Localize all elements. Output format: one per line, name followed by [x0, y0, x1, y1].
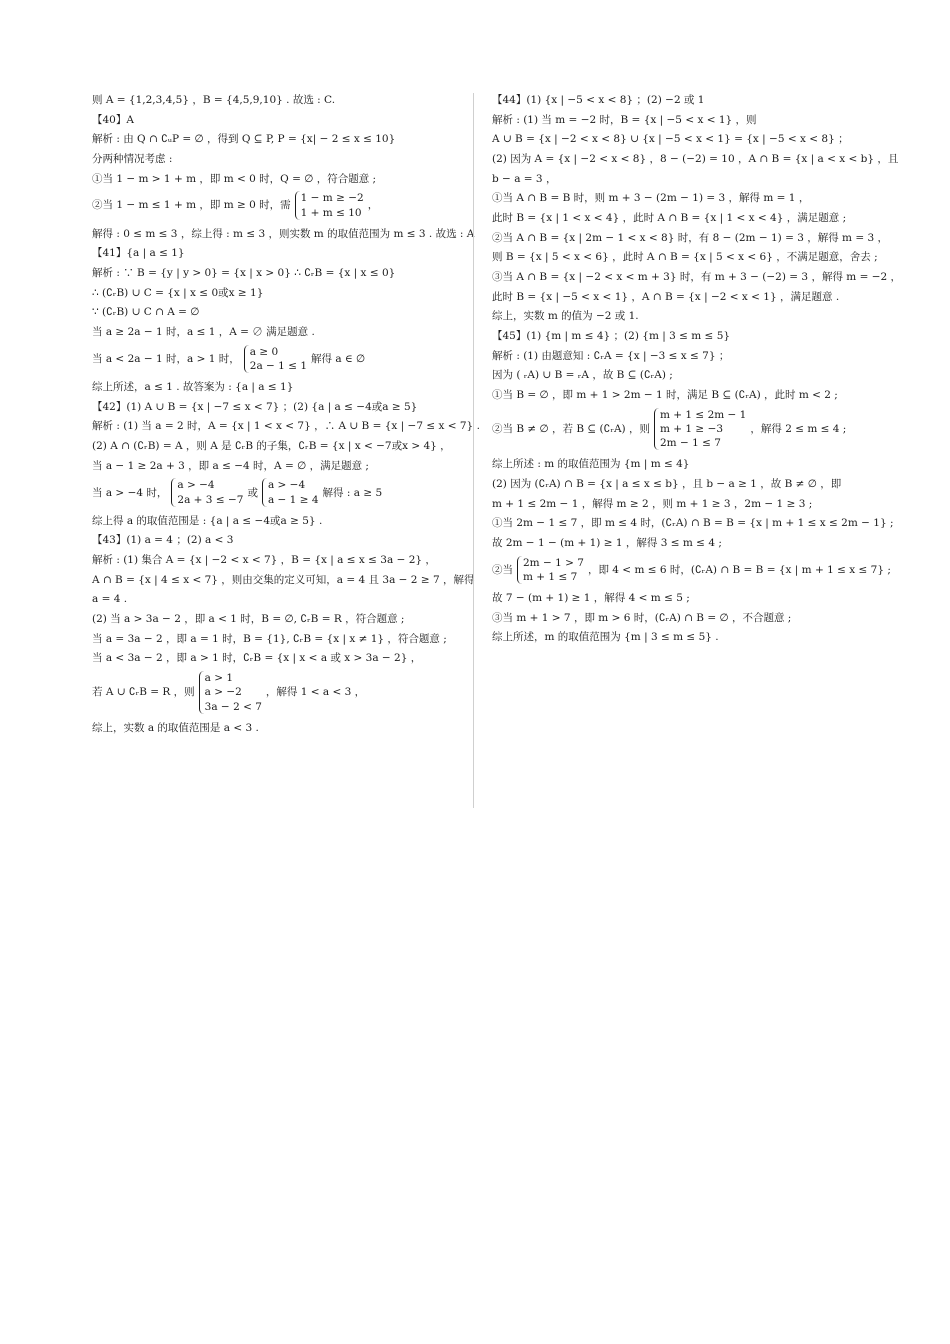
- text-line: 解析 : (1) 由题意知 : ∁ᵣA = {x | −3 ≤ x ≤ 7} ；: [492, 349, 730, 362]
- text-line: 综上，实数 a 的取值范围是 a < 3 .: [92, 721, 259, 734]
- text-line: ①当 2m − 1 ≤ 7 ，即 m ≤ 4 时，(∁ᵣA) ∩ B = B = {x | m + 1 ≤ x ≤ 2m − 1} ;: [492, 517, 894, 530]
- text-line: 当 a = 3a − 2 ，即 a = 1 时，B = {1}, ∁ᵣB = {x | x ≠ 1} ，符合题意 ;: [92, 632, 447, 645]
- text-line: ∵ (∁ᵣB) ∪ C ∩ A = ∅: [92, 306, 200, 319]
- text-line: 综上，实数 m 的值为 −2 或 1.: [492, 310, 639, 323]
- text-line: ①当 A ∩ B = B 时，则 m + 3 − (2m − 1) = 3 ，解得 m = 1 ，: [492, 192, 810, 205]
- system-row: a ≥ 0: [249, 345, 279, 358]
- text-line: (2) 当 a > 3a − 2 ，即 a < 1 时，B = ∅, ∁ᵣB = R ，符合题意 ;: [92, 613, 405, 626]
- system-row: 2a + 3 ≤ −7: [177, 493, 244, 506]
- equation-suffix: 解得 a ∈ ∅: [311, 352, 366, 365]
- text-line: 解析 : ∵ B = {y | y > 0} = {x | x > 0} ∴ ∁ᵣB = {x | x ≤ 0}: [92, 267, 396, 280]
- text-line: 故 7 − (m + 1) ≥ 1 ，解得 4 < m ≤ 5 ;: [492, 591, 690, 604]
- text-line: 则 A = {1,2,3,4,5} ，B = {4,5,9,10} . 故选 : C.: [92, 94, 336, 106]
- text-line: ②当 A ∩ B = {x | 2m − 1 < x < 8} 时，有 8 − (2m − 1) = 3 ，解得 m = 3 ，: [492, 231, 889, 244]
- text-line: 解得 : 0 ≤ m ≤ 3 ，综上得 : m ≤ 3 ，则实数 m 的取值范围为 m ≤ 3 . 故选 : A: [92, 227, 475, 240]
- answer-heading: 【43】(1) a = 4 ；(2) a < 3: [92, 534, 234, 547]
- system-row: 2m − 1 > 7: [523, 556, 584, 569]
- text-line: 解析 : (1) 当 m = −2 时，B = {x | −5 < x < 1} ，则: [492, 113, 757, 126]
- equation-line: [92, 191, 460, 219]
- text-line: 此时 B = {x | 1 < x < 4} ，此时 A ∩ B = {x | 1 < x < 4} ，满足题意 ;: [492, 212, 847, 225]
- equation-line: [92, 345, 460, 373]
- brace-system: [199, 671, 262, 714]
- text-line: ∴ (∁ᵣB) ∪ C = {x | x ≤ 0或x ≥ 1}: [92, 286, 264, 299]
- brace-system: [517, 556, 584, 584]
- equation-suffix: 解得 : a ≥ 5: [322, 486, 383, 499]
- equation-suffix: ，即 4 < m ≤ 6 时，(∁ᵣA) ∩ B = B = {x | m + 1 ≤ x ≤ 7} ;: [587, 563, 891, 576]
- text-line: (2) 因为 (∁ᵣA) ∩ B = {x | a ≤ x ≤ b} ，且 b − a ≥ 1 ，故 B ≠ ∅ ，即: [492, 477, 842, 490]
- text-line: 当 a ≥ 2a − 1 时，a ≤ 1 ，A = ∅ 满足题意 .: [92, 326, 315, 339]
- answer-heading: 【42】(1) A ∪ B = {x | −7 ≤ x < 7} ；(2) {a | a ≤ −4或a ≥ 5}: [92, 400, 418, 413]
- text-line: m + 1 ≤ 2m − 1 ，解得 m ≥ 2 ，则 m + 1 ≥ 3 ，2m − 1 ≥ 3 ;: [492, 497, 813, 510]
- answer-heading: 【45】(1) {m | m ≤ 4} ；(2) {m | 3 ≤ m ≤ 5}: [492, 330, 731, 343]
- brace-system: [295, 191, 364, 219]
- equation-prefix: ②当 B ≠ ∅ ，若 B ⊆ (∁ᵣA) ，则: [492, 422, 650, 435]
- text-line: 则 B = {x | 5 < x < 6} ，此时 A ∩ B = {x | 5 < x < 6} ，不满足题意，舍去 ;: [492, 251, 878, 264]
- brace-system: [262, 478, 319, 506]
- brace-system: [244, 345, 307, 373]
- system-row: a > −4: [177, 479, 215, 492]
- text-line: 此时 B = {x | −5 < x < 1} ，A ∩ B = {x | −2 < x < 1} ，满足题意 .: [492, 290, 840, 303]
- equation-prefix: ②当 1 − m ≤ 1 + m ，即 m ≥ 0 时，需: [92, 199, 291, 212]
- system-row: m + 1 ≤ 2m − 1: [659, 408, 747, 421]
- system-row: 2a − 1 ≤ 1: [249, 359, 308, 372]
- system-row: 3a − 2 < 7: [204, 700, 262, 713]
- answer-heading: 【44】(1) {x | −5 < x < 8} ；(2) −2 或 1: [492, 94, 705, 106]
- left-column: [92, 93, 480, 740]
- equation-suffix: ，: [367, 199, 379, 212]
- text-line: (2) A ∩ (∁ᵣB) = A ，则 A 是 ∁ᵣB 的子集，∁ᵣB = {x | x < −7或x > 4} ，: [92, 440, 451, 453]
- system-row: a − 1 ≥ 4: [267, 493, 319, 506]
- text-line: 当 a − 1 ≥ 2a + 3 ，即 a ≤ −4 时，A = ∅ ，满足题意 ;: [92, 459, 369, 472]
- answer-heading: 【40】A: [92, 113, 134, 126]
- system-row: a > −2: [204, 686, 242, 699]
- text-line: 故 2m − 1 − (m + 1) ≥ 1 ，解得 3 ≤ m ≤ 4 ;: [492, 536, 722, 549]
- text-line: ③当 m + 1 > 7 ，即 m > 6 时，(∁ᵣA) ∩ B = ∅ ，不合题意 ;: [492, 611, 792, 624]
- right-column: [492, 93, 902, 650]
- system-row: a > −4: [267, 479, 306, 492]
- text-line: 综上所述 : m 的取值范围为 {m | m ≤ 4}: [492, 458, 690, 471]
- equation-line: [492, 556, 891, 584]
- text-line: ③当 A ∩ B = {x | −2 < x < m + 3} 时，有 m + 3 − (−2) = 3 ，解得 m = −2 ，: [492, 271, 902, 284]
- equation-line: [92, 671, 460, 714]
- system-row: 1 + m ≤ 10: [300, 206, 362, 219]
- text-line: 综上所述，a ≤ 1 . 故答案为 : {a | a ≤ 1}: [92, 381, 294, 394]
- equation-suffix: ，解得 1 < a < 3 ，: [265, 686, 366, 699]
- text-line: 综上得 a 的取值范围是 : {a | a ≤ −4或a ≥ 5} .: [92, 514, 323, 527]
- equation-suffix: ，解得 2 ≤ m ≤ 4 ;: [750, 422, 847, 435]
- system-row: m + 1 ≤ 7: [523, 570, 578, 583]
- equation-prefix: 若 A ∪ ∁ᵣB = R ，则: [92, 686, 195, 699]
- text-line: 解析 : (1) 集合 A = {x | −2 < x < 7} ，B = {x | a ≤ x ≤ 3a − 2} ，: [92, 554, 436, 567]
- system-row: m + 1 ≥ −3: [659, 422, 724, 435]
- text-line: A ∪ B = {x | −2 < x < 8} ∪ {x | −5 < x < 1} = {x | −5 < x < 8} ；: [492, 133, 849, 146]
- answer-heading: 【41】{a | a ≤ 1}: [92, 247, 185, 260]
- system-row: a > 1: [204, 672, 234, 685]
- equation-prefix: 当 a < 2a − 1 时，a > 1 时，: [92, 352, 240, 365]
- text-line: 当 a < 3a − 2 ，即 a > 1 时，∁ᵣB = {x | x < a 或 x > 3a − 2} ，: [92, 652, 422, 665]
- text-line: ①当 1 − m > 1 + m ，即 m < 0 时，Q = ∅ ，符合题意 ;: [92, 172, 377, 185]
- equation-line: [492, 408, 862, 451]
- equation-prefix: ②当: [492, 563, 513, 576]
- column-divider: [473, 93, 474, 808]
- text-line: (2) 因为 A = {x | −2 < x < 8} ，8 − (−2) = 10 ，A ∩ B = {x | a < x < b} ，且: [492, 153, 899, 166]
- equation-line: [92, 478, 460, 506]
- system-row: 1 − m ≥ −2: [300, 192, 364, 205]
- brace-system: [171, 478, 243, 506]
- text-line: ①当 B = ∅ ，即 m + 1 > 2m − 1 时，满足 B ⊆ (∁ᵣA) ，此时 m < 2 ;: [492, 389, 838, 402]
- brace-system: [654, 408, 746, 451]
- text-line: 解析 : 由 Q ∩ ∁ᵤP = ∅ ，得到 Q ⊆ P, P = {x| − 2 ≤ x ≤ 10}: [92, 133, 396, 146]
- text-line: A ∩ B = {x | 4 ≤ x < 7} ，则由交集的定义可知，a = 4 且 3a − 2 ≥ 7 ，解得: [92, 573, 475, 586]
- text-line: b − a = 3 ，: [492, 172, 557, 185]
- text-line: 综上所述，m 的取值范围为 {m | 3 ≤ m ≤ 5} .: [492, 631, 719, 644]
- text-line: a = 4 .: [92, 593, 128, 606]
- equation-prefix: 当 a > −4 时，: [92, 486, 168, 499]
- equation-or: 或: [247, 486, 258, 499]
- text-line: 因为 ( ᵣA) ∪ B = ᵣA ，故 B ⊆ (∁ᵣA) ;: [492, 369, 673, 382]
- text-line: 解析 : (1) 当 a = 2 时，A = {x | 1 < x < 7} ，∴ A ∪ B = {x | −7 ≤ x < 7} .: [92, 420, 480, 433]
- text-line: 分两种情况考虑 :: [92, 153, 173, 166]
- system-row: 2m − 1 ≤ 7: [659, 437, 721, 450]
